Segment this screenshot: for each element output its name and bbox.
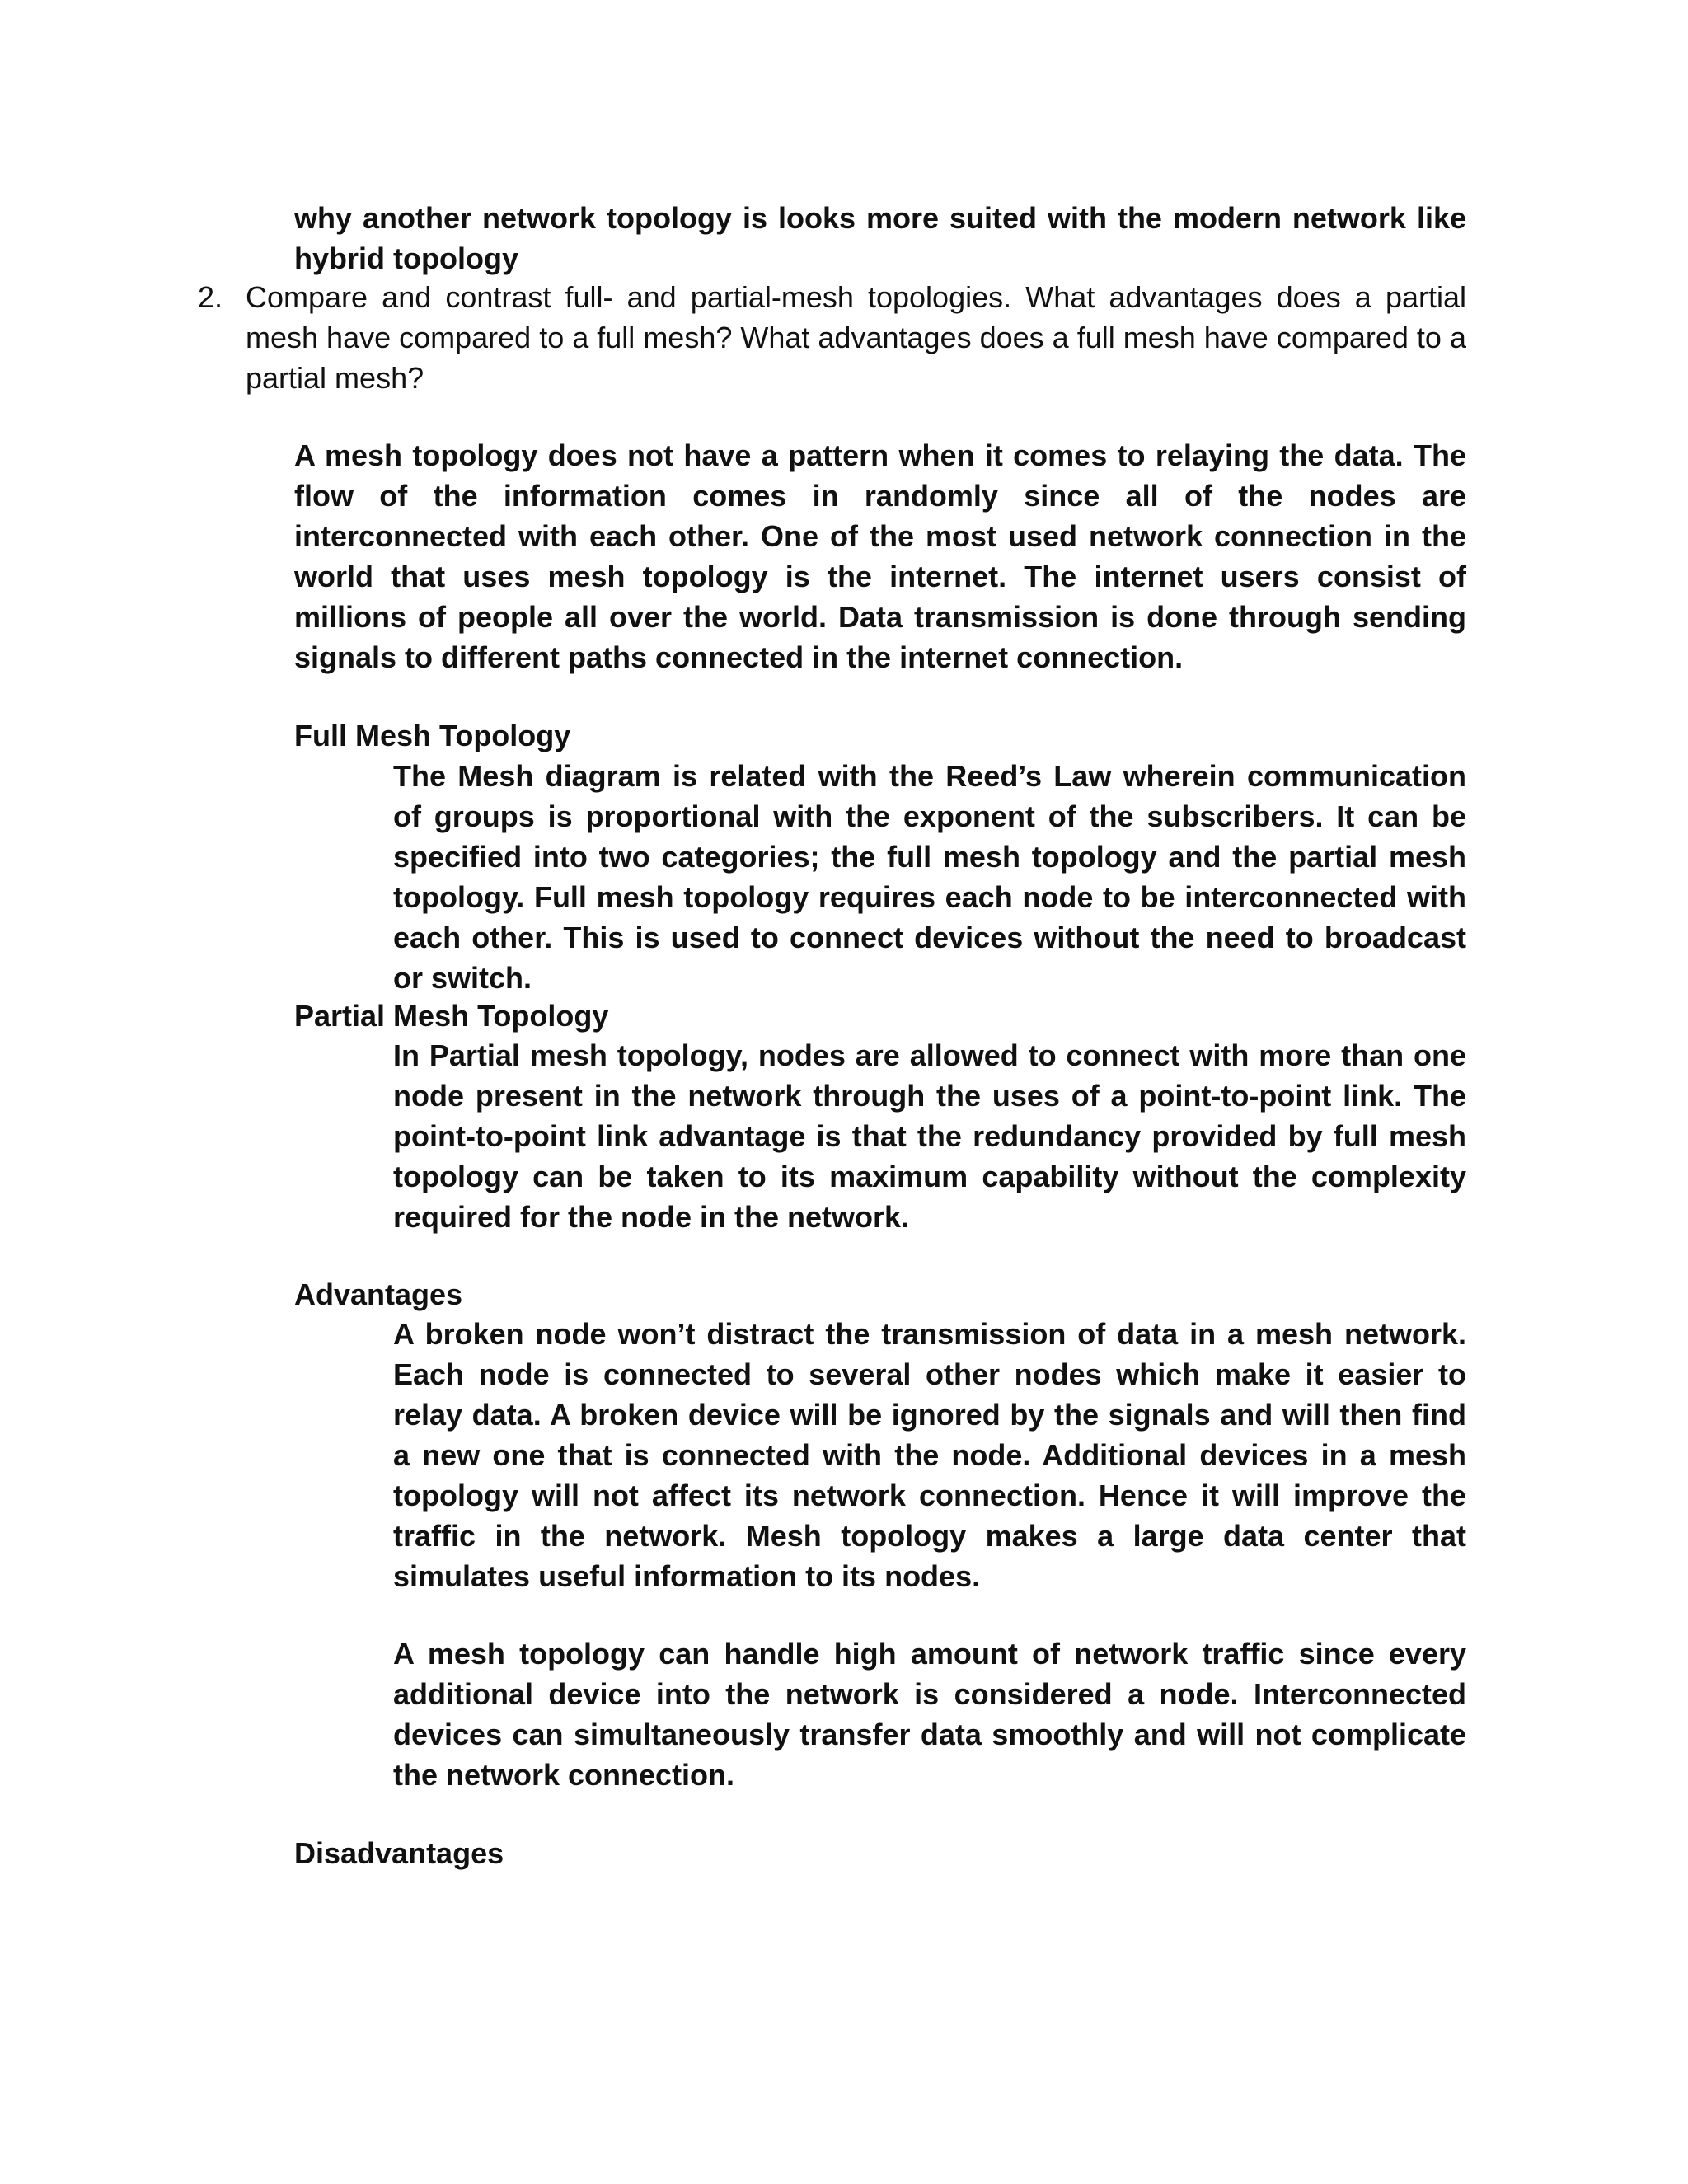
question-text: Compare and contrast full- and partial-mesh topologies. What advantages does a partial mesh have compared to a full mesh? What advantages does a full mesh have compared to a partial mesh?	[246, 280, 1466, 395]
question-number: 2.	[198, 280, 223, 314]
full-mesh-paragraph: The Mesh diagram is related with the Reed’s Law wherein communication of groups is proportional with the exponent of the subscribers. It can be specified into two categories; the full mesh topology and the partial mesh topology. Full mesh topology requires each node to be interconnected with each other. This is used to connect devices without the need to broadcast or switch.	[393, 759, 1466, 995]
answer-intro-paragraph: A mesh topology does not have a pattern when it comes to relaying the data. The flow of the information comes in randomly since all of the nodes are interconnected with each other. One of the most used network connection in the world that uses mesh topology is the internet. The internet users consist of millions of people all over the world. Data transmission is done through sending signals to different paths connected in the internet connection.	[294, 438, 1466, 674]
advantages-heading: Advantages	[294, 1277, 463, 1311]
full-mesh-heading: Full Mesh Topology	[294, 719, 571, 752]
advantages-paragraph-1: A broken node won’t distract the transmission of data in a mesh network. Each node is connected to several other nodes which make it easier to relay data. A broken device will be ignored by the signals and will then find a new one that is connected with the node. Additional devices in a mesh topology will not affect its network connection. Hence it will improve the traffic in the network. Mesh topology makes a large data center that simulates useful information to its nodes.	[393, 1317, 1466, 1593]
disadvantages-heading: Disadvantages	[294, 1836, 504, 1870]
partial-mesh-paragraph: In Partial mesh topology, nodes are allowed to connect with more than one node present in the network through the uses of a point-to-point link. The point-to-point link advantage is that the redundancy provided by full mesh topology can be taken to its maximum capability without the complexity required for the node in the network.	[393, 1038, 1466, 1234]
advantages-paragraph-2: A mesh topology can handle high amount of network traffic since every additional device into the network is considered a node. Interconnected devices can simultaneously transfer data smoothly and will not complicate the network connection.	[393, 1637, 1466, 1792]
intro-continuation-text: why another network topology is looks more suited with the modern network like hybrid topology	[294, 201, 1466, 275]
partial-mesh-heading: Partial Mesh Topology	[294, 999, 609, 1033]
